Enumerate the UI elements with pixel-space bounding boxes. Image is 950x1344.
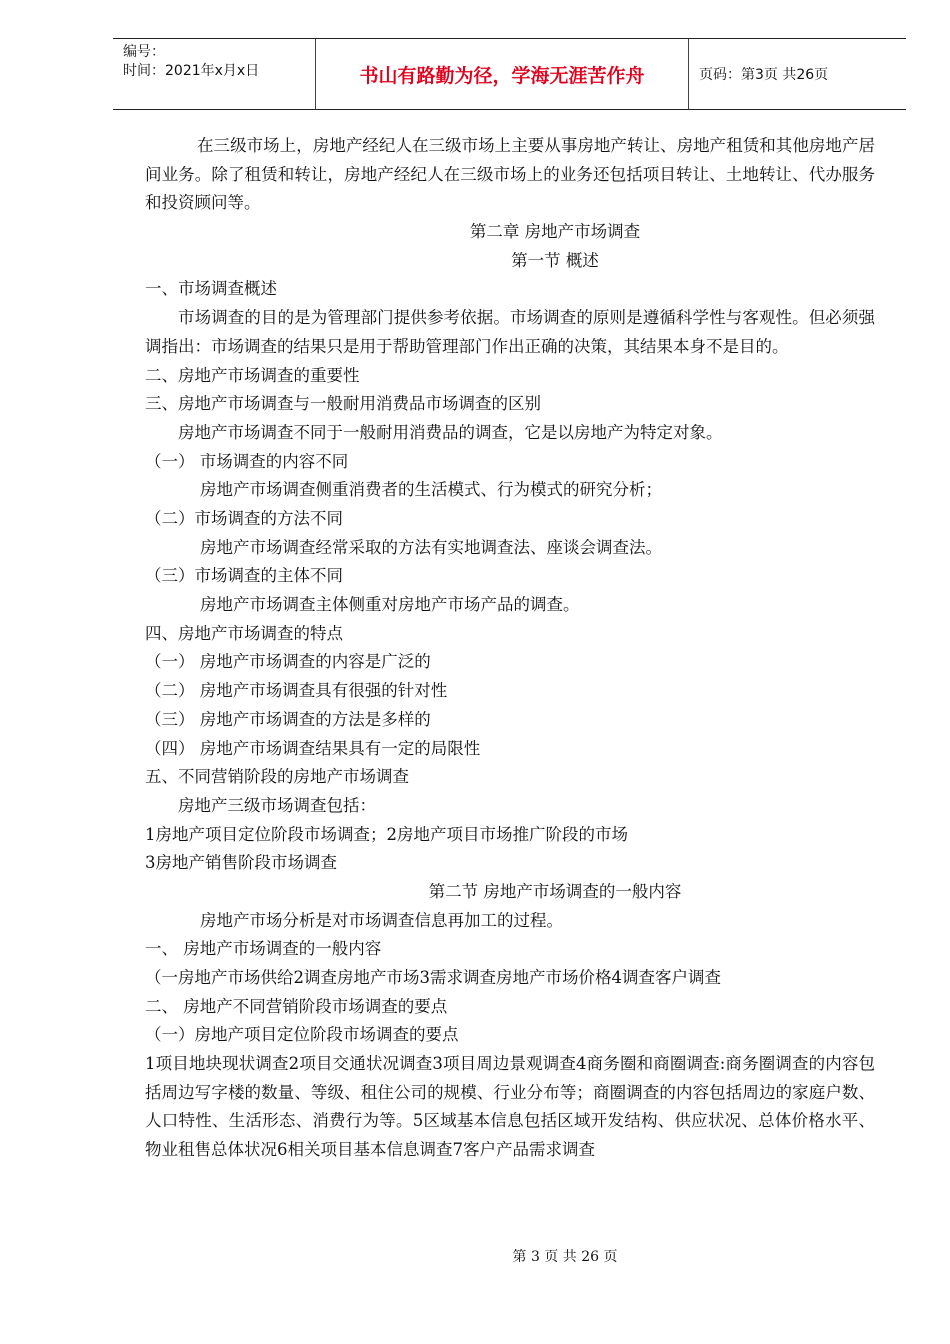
heading: 一、 房地产市场调查的一般内容 (145, 939, 382, 959)
list-item: 1房地产项目定位阶段市场调查；2房地产项目市场推广阶段的市场 (145, 824, 628, 844)
list-item: （二） 房地产市场调查具有很强的针对性 (145, 681, 448, 701)
paragraph: 房地产市场调查侧重消费者的生活模式、行为模式的研究分析； (200, 480, 662, 500)
header-meta (113, 39, 315, 109)
section-title: 第二节 房地产市场调查的一般内容 (428, 881, 682, 901)
heading: 二、 房地产不同营销阶段市场调查的要点 (145, 996, 448, 1016)
paragraph: 房地产三级市场调查包括： (178, 795, 376, 815)
paragraph: （一房地产市场供给2调查房地产市场3需求调查房地产市场价格4调查客户调查 (145, 968, 721, 988)
time-label: 时间：2021年x月x日 (123, 63, 260, 79)
heading: 二、房地产市场调查的重要性 (145, 365, 360, 385)
paragraph: 房地产市场调查经常采取的方法有实地调查法、座谈会调查法。 (200, 537, 662, 557)
heading: 一、市场调查概述 (145, 279, 277, 299)
list-item: （四） 房地产市场调查结果具有一定的局限性 (145, 738, 481, 758)
page-label: 页码：第3页 共26页 (699, 67, 829, 83)
document-body (145, 132, 875, 1165)
subheading: （三）市场调查的主体不同 (145, 566, 343, 586)
subheading: （二）市场调查的方法不同 (145, 509, 343, 529)
chapter-title: 第二章 房地产市场调查 (469, 222, 641, 242)
paragraph: 房地产市场分析是对市场调查信息再加工的过程。 (200, 910, 563, 930)
list-item: 3房地产销售阶段市场调查 (145, 853, 337, 873)
page-footer: 第 3 页 共 26 页 (512, 1249, 618, 1265)
page-header (113, 38, 906, 110)
list-item: （三） 房地产市场调查的方法是多样的 (145, 709, 431, 729)
heading: 四、房地产市场调查的特点 (145, 623, 343, 643)
header-page-cell (689, 39, 906, 109)
heading: 三、房地产市场调查与一般耐用消费品市场调查的区别 (145, 394, 541, 414)
paragraph-intro: 在三级市场上，房地产经纪人在三级市场上主要从事房地产转让、房地产租赁和其他房地产居间业务。除了租赁和转让，房地产经纪人在三级市场上的业务还包括项目转让、土地转让、代办服务和投资顾问等。 (145, 136, 875, 213)
header-motto-cell (315, 39, 689, 109)
subheading: （一） 市场调查的内容不同 (145, 451, 349, 471)
heading: 五、不同营销阶段的房地产市场调查 (145, 767, 409, 787)
paragraph: 房地产市场调查主体侧重对房地产市场产品的调查。 (200, 595, 580, 615)
paragraph: 市场调查的目的是为管理部门提供参考依据。市场调查的原则是遵循科学性与客观性。但必须强调指出：市场调查的结果只是用于帮助管理部门作出正确的决策，其结果本身不是目的。 (145, 308, 875, 356)
paragraph: 1项目地块现状调查2项目交通状况调查3项目周边景观调查4商务圈和商圈调查:商务圈调查的内容包括周边写字楼的数量、等级、租住公司的规模、行业分布等；商圈调查的内容包括周边的家庭户数、人口特性、生活形态、消费行为等。5区域基本信息包括区域开发结构、供应状况、总体价格水平、物业租售总体状况6相关项目基本信息调查7客户产品需求调查 (145, 1054, 875, 1160)
number-label: 编号： (123, 44, 165, 60)
paragraph: 房地产市场调查不同于一般耐用消费品的调查，它是以房地产为特定对象。 (178, 422, 723, 442)
subheading: （一）房地产项目定位阶段市场调查的要点 (145, 1025, 459, 1045)
list-item: （一） 房地产市场调查的内容是广泛的 (145, 652, 431, 672)
section-title: 第一节 概述 (511, 250, 599, 270)
motto: 书山有路勤为径，学海无涯苦作舟 (359, 64, 645, 87)
